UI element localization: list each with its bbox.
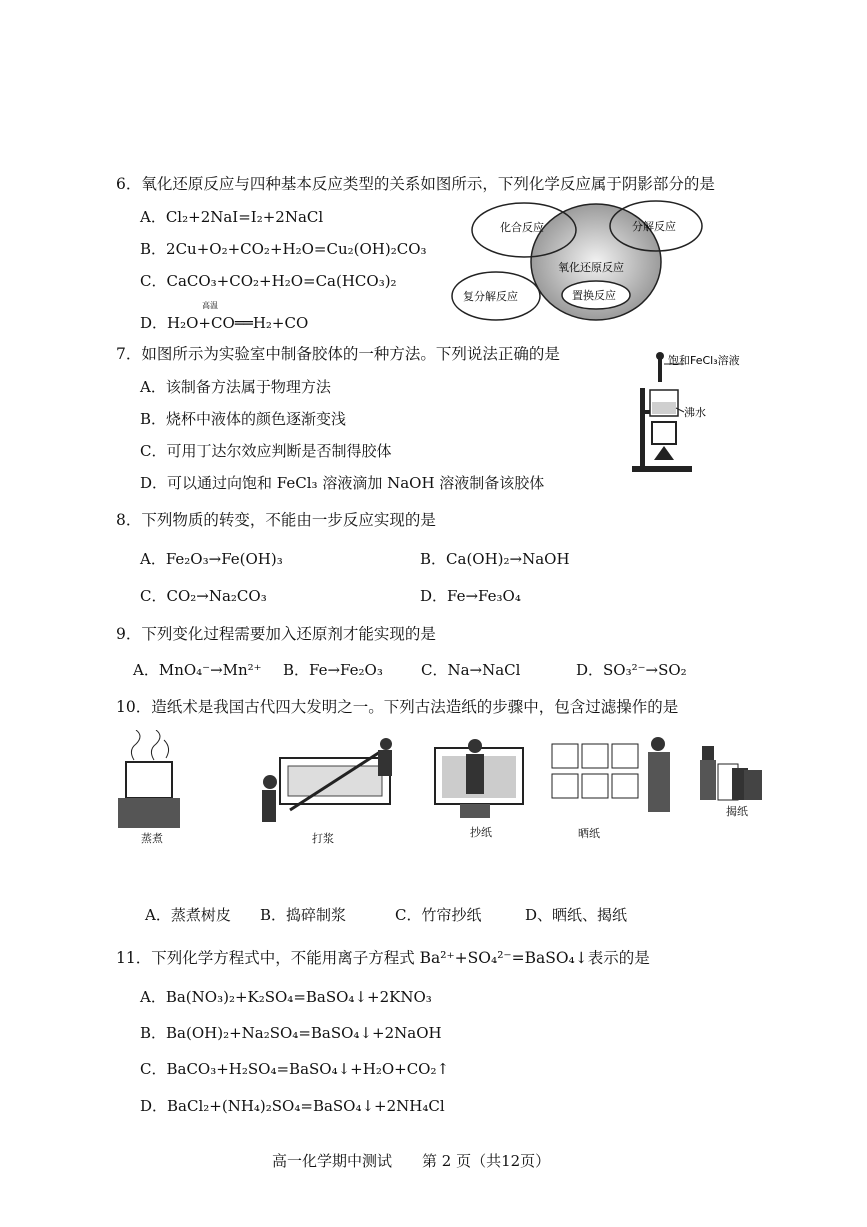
steaming-illustration [118,730,180,828]
q6-option-c: C．CaCO₃+CO₂+H₂O=Ca(HCO₃)₂ [140,272,397,290]
q6-option-b: B．2Cu+O₂+CO₂+H₂O=Cu₂(OH)₂CO₃ [140,240,427,258]
displacement-label: 置换反应 [572,289,616,302]
decomposition-label: 分解反应 [632,220,676,233]
q11-option-b: B．Ba(OH)₂+Na₂SO₄=BaSO₄↓+2NaOH [140,1024,442,1042]
q8-stem: 8．下列物质的转变，不能由一步反应实现的是 [116,511,436,529]
q7-stem: 7．如图所示为实验室中制备胶体的一种方法。下列说法正确的是 [116,345,560,363]
q7-option-d: D．可以通过向饱和 FeCl₃ 溶液滴加 NaOH 溶液制备该胶体 [140,474,545,492]
q7-option-b: B．烧杯中液体的颜色逐渐变浅 [140,410,347,428]
reaction-types-diagram [448,194,708,326]
q6-option-a: A．Cl₂+2NaI=I₂+2NaCl [140,208,324,226]
q10-option-d: D、晒纸、揭纸 [525,906,628,924]
q8-option-a: A．Fe₂O₃→Fe(OH)₃ [140,550,283,568]
drying-illustration [552,737,670,812]
q11-stem: 11．下列化学方程式中，不能用离子方程式 Ba²⁺+SO₄²⁻=BaSO₄↓表示的是 [116,949,650,967]
q9-option-d: D．SO₃²⁻→SO₂ [576,661,687,679]
q9-option-b: B．Fe→Fe₂O₃ [283,661,383,679]
double-replacement-label: 复分解反应 [463,290,518,303]
label-peeling: 揭纸 [726,805,748,818]
beating-illustration [262,738,392,822]
q8-option-c: C．CO₂→Na₂CO₃ [140,587,267,605]
q10-option-c: C．竹帘抄纸 [395,906,482,924]
label-drying: 晒纸 [578,827,600,840]
q6-option-d: D．H₂O+CO══H₂+CO [140,314,309,332]
combination-label: 化合反应 [500,221,544,234]
q11-option-a: A．Ba(NO₃)₂+K₂SO₄=BaSO₄↓+2KNO₃ [140,988,432,1006]
label-scooping: 抄纸 [470,826,492,839]
label-steaming: 蒸煮 [141,832,163,845]
q10-option-b: B．捣碎制浆 [260,906,347,924]
q6-stem: 6．氧化还原反应与四种基本反应类型的关系如图所示，下列化学反应属于阴影部分的是 [116,175,715,193]
colloid-apparatus-figure [628,350,748,476]
q9-stem: 9．下列变化过程需要加入还原剂才能实现的是 [116,625,436,643]
page-footer: 高一化学期中测试 第 2 页（共12页） [272,1152,551,1170]
q11-option-c: C．BaCO₃+H₂SO₄=BaSO₄↓+H₂O+CO₂↑ [140,1060,450,1078]
q6-option-d-condition: 高温 [202,301,218,310]
q9-option-a: A．MnO₄⁻→Mn²⁺ [133,661,262,679]
q10-option-a: A．蒸煮树皮 [145,906,231,924]
peeling-illustration [700,746,762,800]
q8-option-d: D．Fe→Fe₃O₄ [420,587,521,605]
papermaking-illustrations [110,730,770,840]
dropper-label: 饱和FeCl₃溶液 [668,354,740,367]
q7-option-c: C．可用丁达尔效应判断是否制得胶体 [140,442,392,460]
redox-label: 氧化还原反应 [558,261,624,274]
q9-option-c: C．Na→NaCl [421,661,521,679]
scooping-illustration [435,739,523,818]
q7-option-a: A．该制备方法属于物理方法 [140,378,331,396]
q8-option-b: B．Ca(OH)₂→NaOH [420,550,570,568]
label-beating: 打浆 [312,832,334,845]
q11-option-d: D．BaCl₂+(NH₄)₂SO₄=BaSO₄↓+2NH₄Cl [140,1097,445,1115]
beaker-label: 沸水 [684,406,706,419]
q10-stem: 10．造纸术是我国古代四大发明之一。下列古法造纸的步骤中，包含过滤操作的是 [116,698,679,716]
